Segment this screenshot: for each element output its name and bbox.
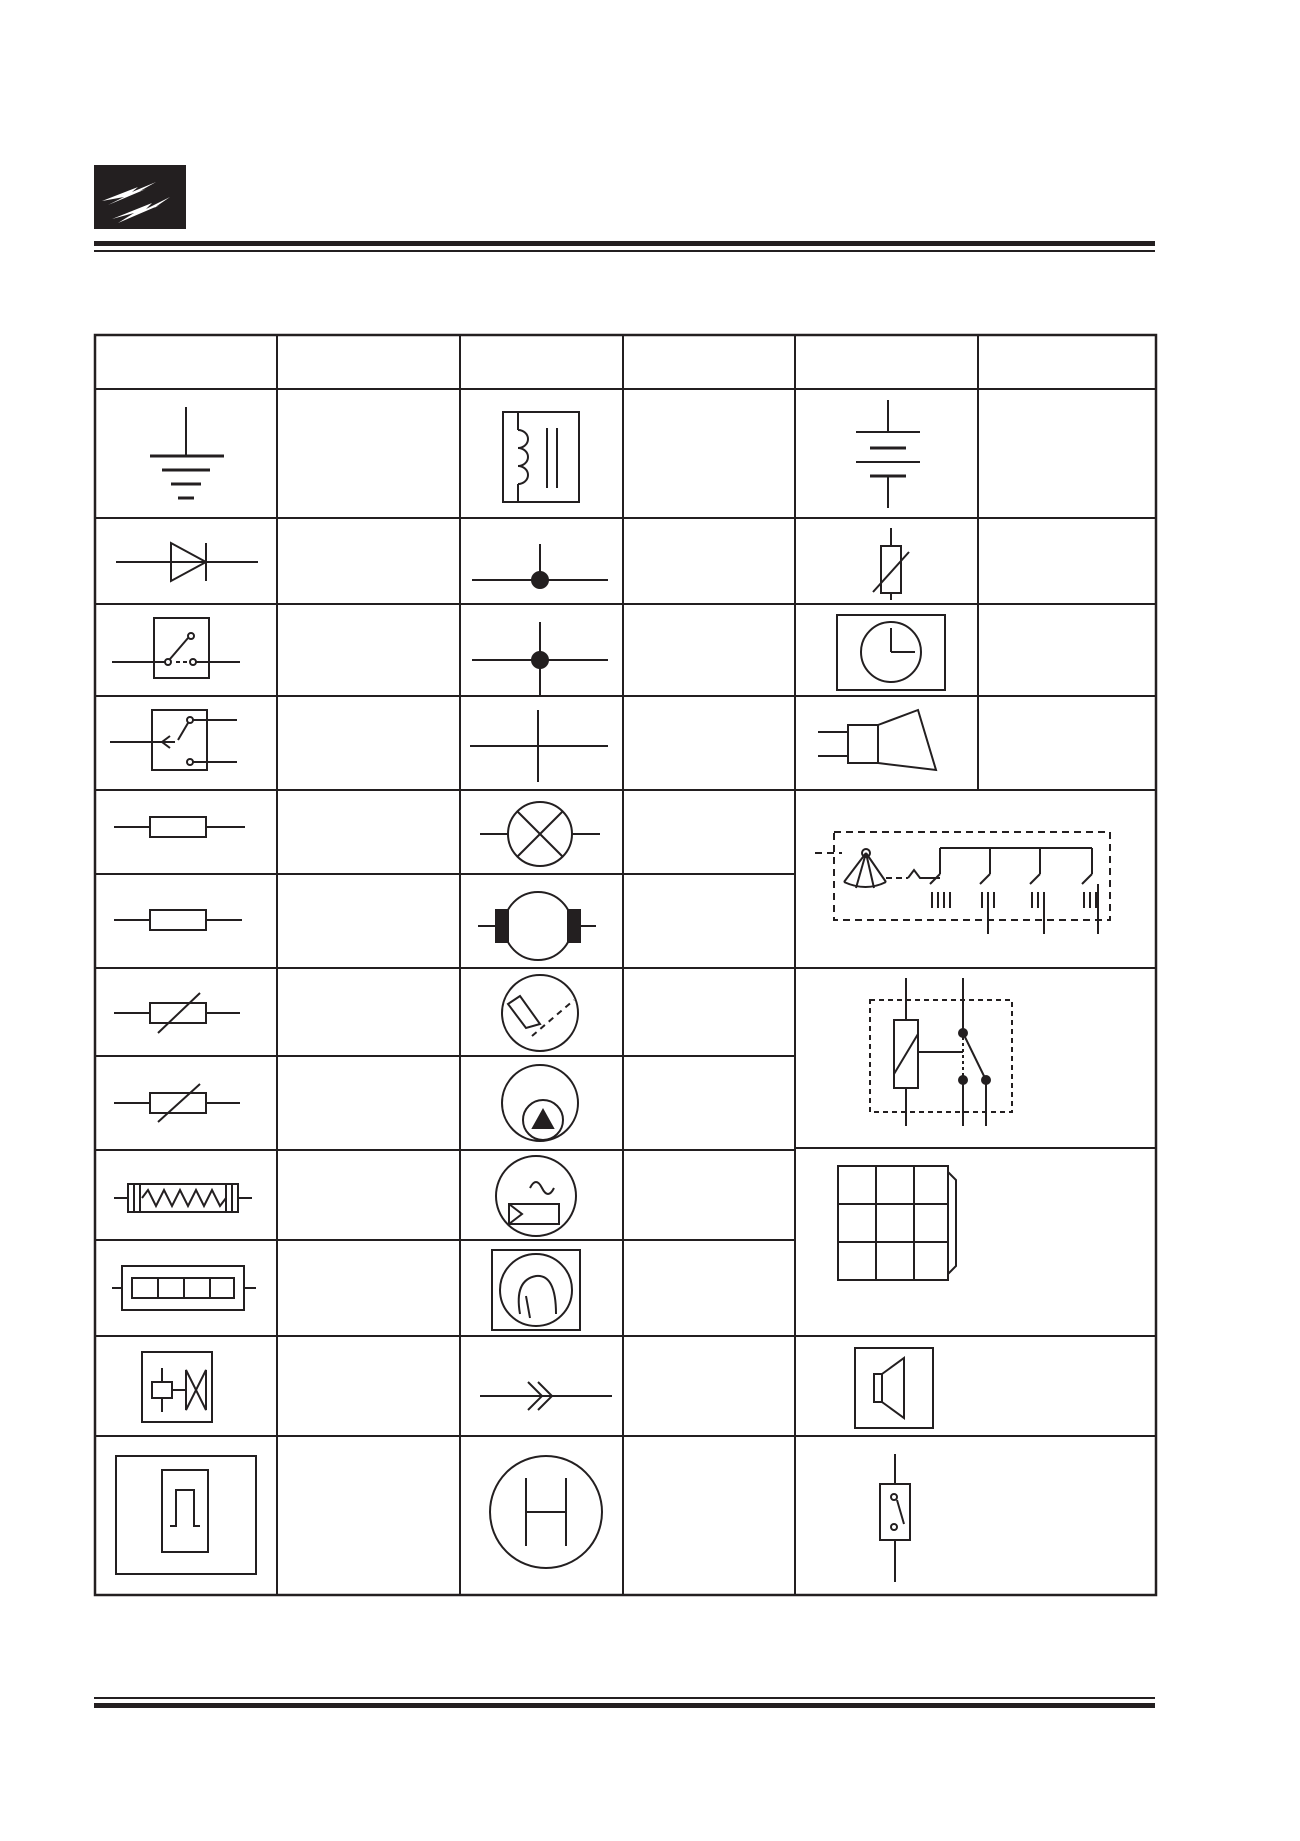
signal-gauge-symbol — [496, 1156, 576, 1236]
table-header-row — [277, 335, 978, 389]
table-frame — [95, 335, 1156, 1595]
fuse-symbol — [114, 817, 245, 837]
thermistor-symbol — [114, 993, 240, 1033]
reed-switch-symbol — [880, 1454, 910, 1582]
relay-symbol — [870, 978, 1012, 1126]
fuel-gauge-symbol — [502, 1065, 578, 1141]
lamp-symbol — [480, 802, 600, 866]
diode-symbol — [116, 543, 258, 581]
ignition-coil-symbol — [503, 412, 579, 502]
horn-symbol — [818, 710, 936, 770]
speaker-symbol — [855, 1348, 933, 1428]
wire-junction-cross-symbol — [472, 622, 608, 695]
adjustable-resistor-symbol — [114, 1084, 240, 1122]
footer-rule-thin — [94, 1697, 1155, 1699]
heater-element-symbol — [114, 1184, 252, 1212]
multi-position-switch-symbol — [815, 832, 1110, 934]
wire-junction-t-symbol — [472, 544, 608, 588]
motor-symbol — [478, 892, 596, 960]
changeover-switch-symbol — [110, 710, 237, 770]
fusible-link-symbol — [112, 1266, 256, 1310]
row-dividers-right — [795, 518, 1156, 1436]
pulse-generator-symbol — [116, 1456, 256, 1574]
speedometer-symbol — [492, 1250, 580, 1330]
solenoid-valve-symbol — [142, 1352, 212, 1422]
resistor-symbol — [114, 910, 242, 930]
switch-symbol — [112, 618, 240, 678]
footer-rule-thick — [94, 1703, 1155, 1708]
clock-symbol — [837, 615, 945, 690]
plug-connector-symbol — [480, 1382, 612, 1410]
wire-crossing-symbol — [470, 710, 608, 782]
sensor-gauge-symbol — [502, 975, 578, 1051]
connector-block-symbol — [838, 1166, 956, 1280]
ground-symbol — [150, 407, 224, 498]
tachometer-symbol — [490, 1456, 602, 1568]
variable-resistor-symbol — [873, 528, 909, 600]
battery-symbol — [856, 400, 920, 508]
